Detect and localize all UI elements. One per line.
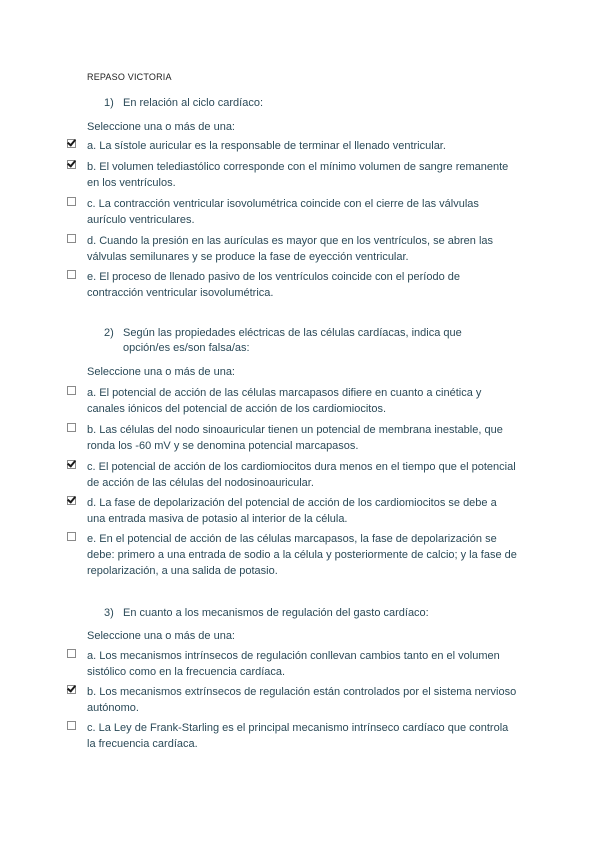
option-text: c. La contracción ventricular isovolumétrica coincide con el cierre de las válvulas aurículo ventriculares. — [87, 198, 479, 226]
checkbox-unchecked[interactable] — [67, 234, 76, 243]
checkbox-checked[interactable] — [67, 160, 76, 169]
question-2-prompt: Seleccione una o más de una: — [87, 366, 235, 378]
option-text: e. El proceso de llenado pasivo de los ventrículos coincide con el período de contracción ventricular isovolumétrica. — [87, 271, 461, 299]
option-text: a. Los mecanismos intrínsecos de regulación conllevan cambios tanto en el volumen sistólico como en la frecuencia cardíaca. — [87, 650, 500, 678]
question-1-prompt: Seleccione una o más de una: — [87, 121, 235, 133]
checkbox-unchecked[interactable] — [67, 423, 76, 432]
option-text: a. El potencial de acción de las células marcapasos difiere en cuanto a cinética y canales iónicos del potencial de acción de los cardiomiocitos. — [87, 387, 482, 415]
option-text: c. El potencial de acción de los cardiomiocitos dura menos en el tiempo que el potencial de acción de las células del nodosinoauricular. — [87, 461, 516, 489]
question-3-prompt: Seleccione una o más de una: — [87, 630, 235, 642]
question-1-heading — [104, 96, 504, 112]
checkbox-unchecked[interactable] — [67, 649, 76, 658]
option-text: b. Las células del nodo sinoauricular tienen un potencial de membrana inestable, que ronda los -60 mV y se denomina potencial marcapasos. — [87, 424, 503, 452]
question-2-number: 2) — [104, 327, 114, 339]
option-text: a. La sístole auricular es la responsable de terminar el llenado ventricular. — [87, 140, 446, 152]
checkbox-unchecked[interactable] — [67, 386, 76, 395]
question-3-text: En cuanto a los mecanismos de regulación del gasto cardíaco: — [123, 607, 429, 619]
question-1-text: En relación al ciclo cardíaco: — [123, 97, 264, 109]
question-3-number: 3) — [104, 607, 114, 619]
option-text: d. Cuando la presión en las aurículas es mayor que en los ventrículos, se abren las válvulas semilunares y se produce la fase de eyección ventricular. — [87, 235, 494, 263]
checkbox-checked[interactable] — [67, 496, 76, 505]
question-2-text: Según las propiedades eléctricas de las células cardíacas, indica que opción/es es/son falsa/as: — [123, 327, 462, 354]
checkbox-unchecked[interactable] — [67, 197, 76, 206]
document-title: REPASO VICTORIA — [87, 72, 172, 82]
option-text: b. El volumen telediastólico corresponde con el mínimo volumen de sangre remanente en los ventrículos. — [87, 161, 509, 189]
checkbox-checked[interactable] — [67, 139, 76, 148]
question-3-heading — [104, 606, 504, 622]
option-text: e. En el potencial de acción de las células marcapasos, la fase de depolarización se debe: primero a una entrada de sodio a la célula y posteriormente de calcio; y la fase de repolarización, a una salida de potasio. — [87, 533, 517, 577]
checkbox-unchecked[interactable] — [67, 270, 76, 279]
question-2-heading — [104, 326, 504, 358]
checkbox-unchecked[interactable] — [67, 721, 76, 730]
question-1-number: 1) — [104, 97, 114, 109]
option-text: b. Los mecanismos extrínsecos de regulación están controlados por el sistema nervioso autónomo. — [87, 686, 517, 714]
checkbox-checked[interactable] — [67, 685, 76, 694]
checkbox-checked[interactable] — [67, 460, 76, 469]
option-text: d. La fase de depolarización del potencial de acción de los cardiomiocitos se debe a una entrada masiva de potasio al interior de la célula. — [87, 497, 497, 525]
option-text: c. La Ley de Frank-Starling es el principal mecanismo intrínseco cardíaco que controla la frecuencia cardíaca. — [87, 722, 509, 750]
checkbox-unchecked[interactable] — [67, 532, 76, 541]
